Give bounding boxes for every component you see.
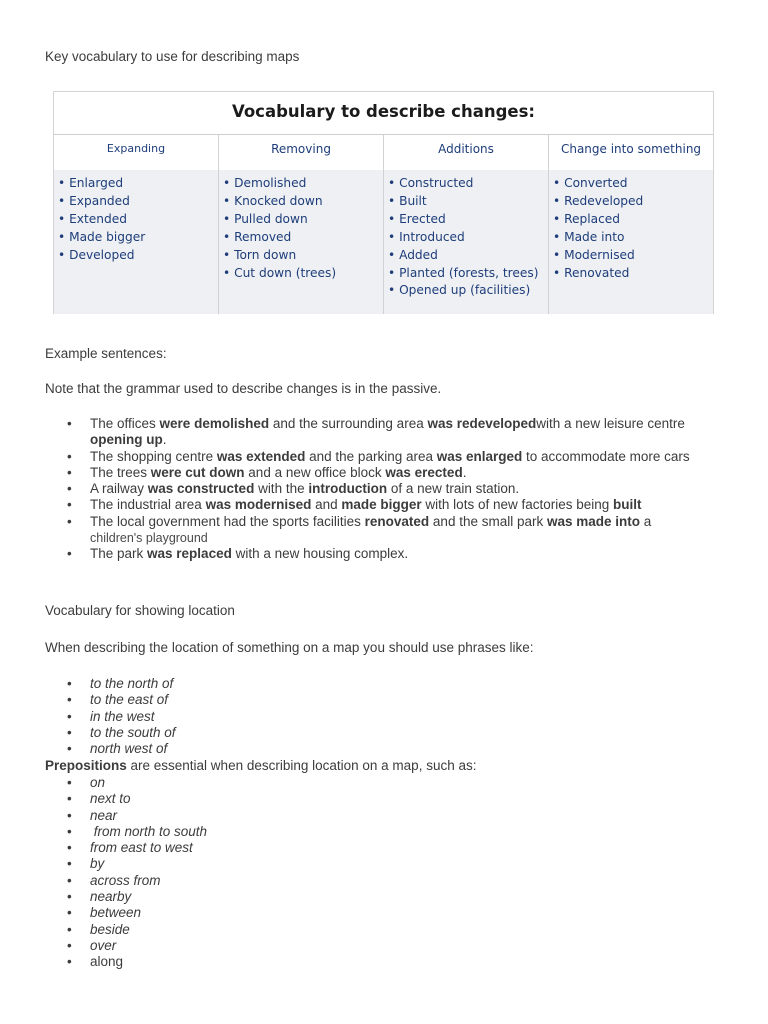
list-item: • nearby <box>45 889 207 905</box>
list-item: • Modernised <box>553 247 713 265</box>
column-heading: Additions <box>438 142 494 156</box>
intro-text: Key vocabulary to use for describing maps <box>45 49 300 64</box>
list-item <box>45 481 725 497</box>
sentence-text: to accommodate more cars <box>522 448 690 464</box>
column-expanding <box>54 135 219 314</box>
list-item: • beside <box>45 922 207 938</box>
sentence-text: and <box>311 497 342 513</box>
bold-phrase: were demolished <box>159 416 270 431</box>
list-item: • near <box>45 808 207 824</box>
list-item: • Made bigger <box>58 229 218 247</box>
sentence-text: with a new leisure centre <box>536 416 685 431</box>
bold-phrase: opening up <box>90 432 163 448</box>
list-item: • Planted (forests, trees) <box>388 265 548 283</box>
bold-phrase: was extended <box>216 448 306 464</box>
bold-phrase: was erected <box>385 464 463 480</box>
word-list <box>549 170 713 314</box>
sentence-text: The park <box>90 546 148 562</box>
list-item: • to the east of <box>45 692 176 708</box>
bold-phrase: were cut down <box>150 464 245 480</box>
bold-phrase: built <box>613 497 642 513</box>
sentence-text: and a new office block <box>244 464 386 480</box>
list-item: • from east to west <box>45 840 207 856</box>
sentence-text: with lots of new factories being <box>421 497 614 513</box>
list-item: • Expanded <box>58 193 218 211</box>
sentence-text: and the surrounding area <box>269 416 428 431</box>
list-item: • Renovated <box>553 265 713 283</box>
word-list <box>384 170 548 314</box>
list-item: • on <box>45 775 207 791</box>
sentence-text: a <box>640 513 652 529</box>
passive-note: Note that the grammar used to describe changes is in the passive. <box>45 381 442 396</box>
list-item: • Converted <box>553 175 713 193</box>
list-item: • over <box>45 938 207 954</box>
list-item: • Added <box>388 247 548 265</box>
sentence-text: . <box>462 464 467 480</box>
column-removing <box>219 135 384 314</box>
location-note: When describing the location of something on a map you should use phrases like: <box>45 640 534 655</box>
examples-heading: Example sentences: <box>45 346 167 361</box>
list-item: • next to <box>45 791 207 807</box>
column-heading: Change into something <box>560 142 702 156</box>
bold-phrase: was made into <box>546 513 641 529</box>
prepositions-note: are essential when describing location on a map, such as: <box>126 758 477 773</box>
list-item <box>45 546 725 562</box>
prepositions-label: Prepositions <box>45 758 127 773</box>
list-item: • Demolished <box>223 175 383 193</box>
sentence-text: The shopping centre <box>90 448 217 464</box>
list-item: • Developed <box>58 247 218 265</box>
prepositions-intro <box>45 758 476 773</box>
word-list <box>54 170 218 314</box>
list-item: • Made into <box>553 229 713 247</box>
bold-phrase: was constructed <box>147 481 255 497</box>
sentence-text: and the small park <box>429 513 547 529</box>
list-item: • Opened up (facilities) <box>388 282 548 300</box>
sentence-text: with the <box>254 481 309 497</box>
direction-phrases-list <box>45 676 176 757</box>
list-item <box>45 465 725 481</box>
bold-phrase: was replaced <box>147 546 232 562</box>
list-item: • Enlarged <box>58 175 218 193</box>
bold-phrase: renovated <box>364 513 430 529</box>
list-item: • Replaced <box>553 211 713 229</box>
list-item: • north west of <box>45 741 176 757</box>
list-item: • Torn down <box>223 247 383 265</box>
list-item: • along <box>45 954 207 970</box>
list-item: • Removed <box>223 229 383 247</box>
column-additions <box>384 135 549 314</box>
list-item: • across from <box>45 873 207 889</box>
list-item: • to the south of <box>45 725 176 741</box>
column-change-into-something <box>549 135 713 314</box>
list-item: • Knocked down <box>223 193 383 211</box>
list-item: • by <box>45 856 207 872</box>
sentence-text: . <box>162 432 167 448</box>
list-item: • Built <box>388 193 548 211</box>
vocabulary-table <box>53 91 714 314</box>
list-item <box>45 449 725 465</box>
list-item: • between <box>45 905 207 921</box>
bold-phrase: introduction <box>308 481 388 497</box>
sentence-text: of a new train station. <box>387 481 520 497</box>
list-item: • from north to south <box>45 824 207 840</box>
sentence-text: children's playground <box>90 531 208 546</box>
word-list <box>219 170 383 314</box>
prepositions-list <box>45 775 207 971</box>
list-item <box>45 514 725 547</box>
list-item: • in the west <box>45 709 176 725</box>
sentence-text: The trees <box>90 464 151 480</box>
list-item <box>45 416 725 449</box>
vocabulary-columns <box>54 135 713 314</box>
list-item: • Erected <box>388 211 548 229</box>
sentence-text: The industrial area <box>90 497 206 513</box>
sentence-text: A railway <box>90 481 148 497</box>
sentence-text: The local government had the sports facilities <box>90 513 365 529</box>
vocabulary-table-title: Vocabulary to describe changes: <box>54 92 713 135</box>
column-heading: Removing <box>271 142 331 156</box>
sentence-text: and the parking area <box>305 448 437 464</box>
bold-phrase: was modernised <box>205 497 312 513</box>
list-item: • Introduced <box>388 229 548 247</box>
list-item: • Cut down (trees) <box>223 265 383 283</box>
list-item: • to the north of <box>45 676 176 692</box>
bold-phrase: was enlarged <box>436 448 523 464</box>
list-item: • Pulled down <box>223 211 383 229</box>
sentence-text: with a new housing complex. <box>231 546 409 562</box>
list-item: • Constructed <box>388 175 548 193</box>
list-item: • Redeveloped <box>553 193 713 211</box>
location-heading: Vocabulary for showing location <box>45 603 235 618</box>
example-sentences-list <box>45 416 725 563</box>
sentence-text: The offices <box>90 416 160 431</box>
list-item: • Extended <box>58 211 218 229</box>
list-item <box>45 497 725 513</box>
bold-phrase: was redeveloped <box>427 416 537 431</box>
bold-phrase: made bigger <box>341 497 422 513</box>
column-heading: Expanding <box>106 142 166 155</box>
